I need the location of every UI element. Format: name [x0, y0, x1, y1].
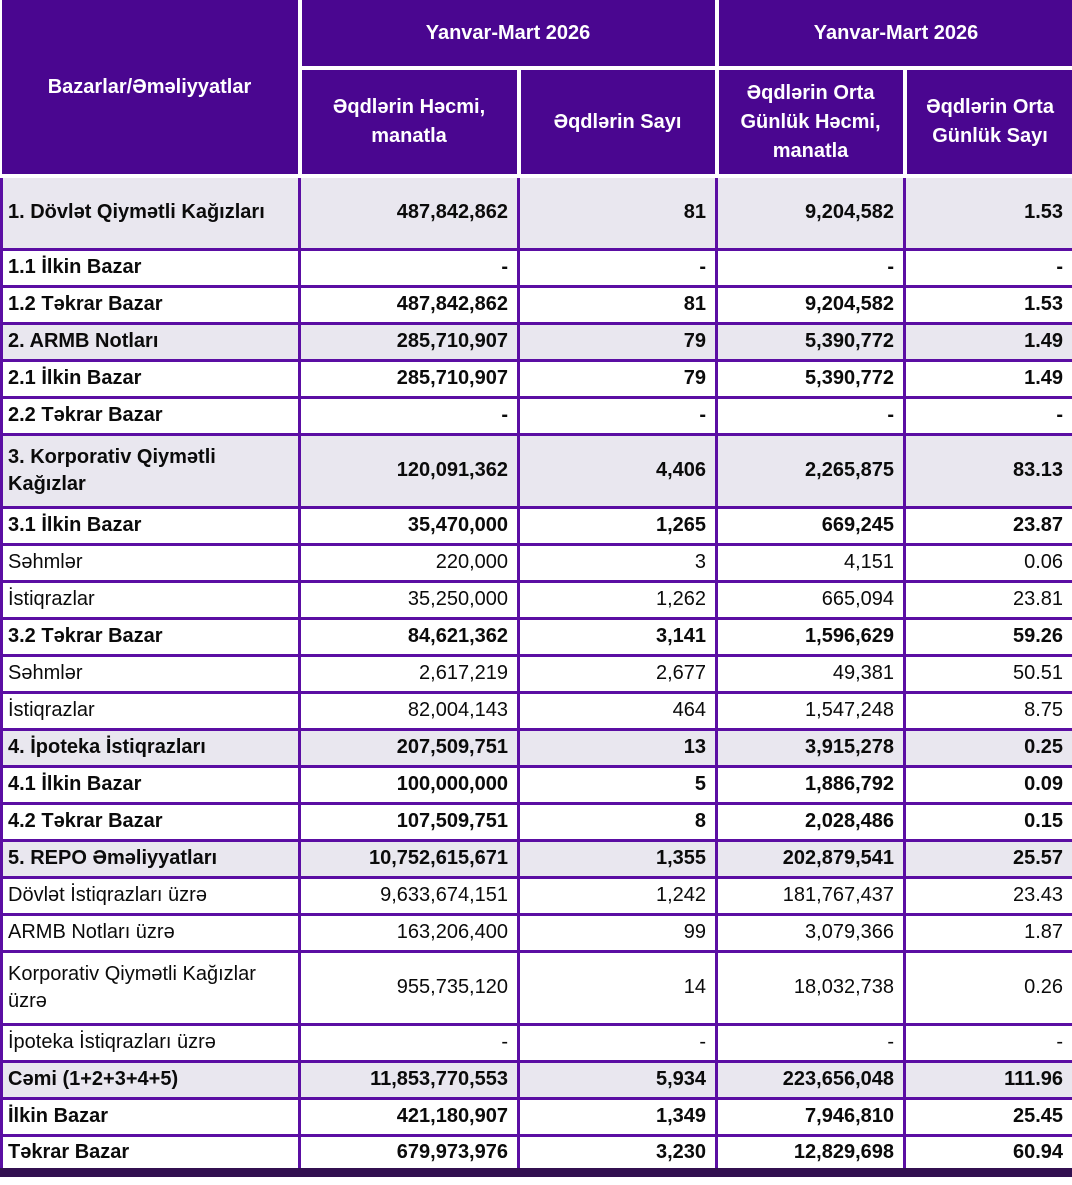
row-value: 25.45 [905, 1098, 1072, 1135]
row-value: 2,028,486 [717, 803, 905, 840]
column-header-avg-daily-count: Əqdlərin Orta Günlük Sayı [905, 68, 1072, 176]
row-value: 9,204,582 [717, 286, 905, 323]
row-value: 81 [519, 286, 717, 323]
row-value: 4,406 [519, 434, 717, 507]
table-row [2, 951, 1072, 1024]
row-value: 2,677 [519, 655, 717, 692]
row-value: 5,390,772 [717, 360, 905, 397]
row-value: 10,752,615,671 [300, 840, 519, 877]
row-value: 1,262 [519, 581, 717, 618]
row-value: 99 [519, 914, 717, 951]
row-value: 7,946,810 [717, 1098, 905, 1135]
column-header-markets-operations: Bazarlar/Əməliyyatlar [2, 0, 300, 176]
table-row [2, 544, 1072, 581]
row-value: 8 [519, 803, 717, 840]
column-header-avg-daily-volume: Əqdlərin Orta Günlük Həcmi, manatla [717, 68, 905, 176]
row-value: 111.96 [905, 1061, 1072, 1098]
row-value: 50.51 [905, 655, 1072, 692]
row-value: 83.13 [905, 434, 1072, 507]
row-value: 5,390,772 [717, 323, 905, 360]
row-value: 1,547,248 [717, 692, 905, 729]
row-value: - [519, 249, 717, 286]
table-row [2, 397, 1072, 434]
row-value: - [300, 1024, 519, 1061]
row-value: - [905, 397, 1072, 434]
table-header [2, 0, 1072, 176]
row-label: 3.2 Təkrar Bazar [2, 618, 300, 655]
row-value: 79 [519, 360, 717, 397]
row-value: 100,000,000 [300, 766, 519, 803]
row-value: 1,886,792 [717, 766, 905, 803]
row-value: 2,617,219 [300, 655, 519, 692]
row-label: İlkin Bazar [2, 1098, 300, 1135]
row-value: - [717, 397, 905, 434]
row-value: 285,710,907 [300, 323, 519, 360]
table-row [2, 655, 1072, 692]
column-header-deal-count: Əqdlərin Sayı [519, 68, 717, 176]
row-value: 5 [519, 766, 717, 803]
row-value: 5,934 [519, 1061, 717, 1098]
row-value: 13 [519, 729, 717, 766]
table-row [2, 434, 1072, 507]
row-label: Dövlət İstiqrazları üzrə [2, 877, 300, 914]
row-value: 220,000 [300, 544, 519, 581]
row-value: 0.26 [905, 951, 1072, 1024]
row-value: - [717, 1024, 905, 1061]
row-value: 669,245 [717, 507, 905, 544]
row-value: 120,091,362 [300, 434, 519, 507]
row-value: 3,079,366 [717, 914, 905, 951]
row-label: 5. REPO Əməliyyatları [2, 840, 300, 877]
row-label: Səhmlər [2, 655, 300, 692]
row-value: 0.06 [905, 544, 1072, 581]
row-label: 4. İpoteka İstiqrazları [2, 729, 300, 766]
row-label: Cəmi (1+2+3+4+5) [2, 1061, 300, 1098]
row-value: 23.87 [905, 507, 1072, 544]
row-value: 285,710,907 [300, 360, 519, 397]
table-row [2, 840, 1072, 877]
row-value: 59.26 [905, 618, 1072, 655]
row-value: 107,509,751 [300, 803, 519, 840]
row-value: 14 [519, 951, 717, 1024]
row-value: 955,735,120 [300, 951, 519, 1024]
row-value: 1.53 [905, 286, 1072, 323]
row-value: 8.75 [905, 692, 1072, 729]
row-value: 3,915,278 [717, 729, 905, 766]
row-label: Təkrar Bazar [2, 1135, 300, 1172]
row-value: 665,094 [717, 581, 905, 618]
row-value: 3,141 [519, 618, 717, 655]
row-value: 679,973,976 [300, 1135, 519, 1172]
row-value: 207,509,751 [300, 729, 519, 766]
row-value: 9,204,582 [717, 176, 905, 249]
row-label: 4.2 Təkrar Bazar [2, 803, 300, 840]
row-value: - [905, 1024, 1072, 1061]
row-value: - [717, 249, 905, 286]
row-value: 487,842,862 [300, 176, 519, 249]
row-value: 487,842,862 [300, 286, 519, 323]
row-value: 163,206,400 [300, 914, 519, 951]
period-header-volume-group: Yanvar-Mart 2026 [300, 0, 717, 68]
table-row [2, 1024, 1072, 1061]
row-value: 82,004,143 [300, 692, 519, 729]
row-value: 35,470,000 [300, 507, 519, 544]
row-value: 4,151 [717, 544, 905, 581]
row-value: 1,596,629 [717, 618, 905, 655]
row-value: 0.25 [905, 729, 1072, 766]
row-value: 0.09 [905, 766, 1072, 803]
row-label: 4.1 İlkin Bazar [2, 766, 300, 803]
table-row [2, 729, 1072, 766]
row-value: 1.53 [905, 176, 1072, 249]
table-row [2, 803, 1072, 840]
row-value: 81 [519, 176, 717, 249]
table-row [2, 176, 1072, 249]
row-label: İstiqrazlar [2, 692, 300, 729]
row-label: Səhmlər [2, 544, 300, 581]
table-row [2, 360, 1072, 397]
row-value: 23.43 [905, 877, 1072, 914]
row-value: 9,633,674,151 [300, 877, 519, 914]
row-label: 2.2 Təkrar Bazar [2, 397, 300, 434]
row-label: 1. Dövlət Qiymətli Kağızları [2, 176, 300, 249]
row-label: İpoteka İstiqrazları üzrə [2, 1024, 300, 1061]
table-body [2, 176, 1072, 1172]
row-value: 49,381 [717, 655, 905, 692]
row-value: 1,355 [519, 840, 717, 877]
row-value: 1,265 [519, 507, 717, 544]
row-value: 1,349 [519, 1098, 717, 1135]
table-row [2, 507, 1072, 544]
row-value: 79 [519, 323, 717, 360]
row-value: - [300, 397, 519, 434]
row-label: 2.1 İlkin Bazar [2, 360, 300, 397]
table-row [2, 286, 1072, 323]
row-value: - [300, 249, 519, 286]
table-row [2, 618, 1072, 655]
row-label: 2. ARMB Notları [2, 323, 300, 360]
row-value: 1,242 [519, 877, 717, 914]
row-value: 1.49 [905, 323, 1072, 360]
table-row [2, 323, 1072, 360]
table-row [2, 1098, 1072, 1135]
row-value: 1.49 [905, 360, 1072, 397]
row-value: 3,230 [519, 1135, 717, 1172]
row-value: - [519, 1024, 717, 1061]
table-row [2, 1061, 1072, 1098]
row-value: 11,853,770,553 [300, 1061, 519, 1098]
row-label: İstiqrazlar [2, 581, 300, 618]
row-value: 12,829,698 [717, 1135, 905, 1172]
row-label: Korporativ Qiymətli Kağızlar üzrə [2, 951, 300, 1024]
row-value: - [905, 249, 1072, 286]
row-value: - [519, 397, 717, 434]
row-label: 3.1 İlkin Bazar [2, 507, 300, 544]
row-value: 0.15 [905, 803, 1072, 840]
row-value: 18,032,738 [717, 951, 905, 1024]
table-row [2, 581, 1072, 618]
table-row [2, 877, 1072, 914]
row-value: 35,250,000 [300, 581, 519, 618]
row-value: 202,879,541 [717, 840, 905, 877]
row-value: 84,621,362 [300, 618, 519, 655]
period-header-daily-group: Yanvar-Mart 2026 [717, 0, 1072, 68]
table-row [2, 1135, 1072, 1172]
row-value: 25.57 [905, 840, 1072, 877]
row-value: 464 [519, 692, 717, 729]
row-value: 181,767,437 [717, 877, 905, 914]
row-label: 3. Korporativ Qiymətli Kağızlar [2, 434, 300, 507]
column-header-deal-volume: Əqdlərin Həcmi, manatla [300, 68, 519, 176]
row-label: 1.2 Təkrar Bazar [2, 286, 300, 323]
table-row [2, 914, 1072, 951]
row-value: 1.87 [905, 914, 1072, 951]
row-label: 1.1 İlkin Bazar [2, 249, 300, 286]
row-value: 223,656,048 [717, 1061, 905, 1098]
row-value: 2,265,875 [717, 434, 905, 507]
table-row [2, 692, 1072, 729]
row-value: 23.81 [905, 581, 1072, 618]
table-row [2, 249, 1072, 286]
row-value: 421,180,907 [300, 1098, 519, 1135]
row-label: ARMB Notları üzrə [2, 914, 300, 951]
row-value: 60.94 [905, 1135, 1072, 1172]
table-row [2, 766, 1072, 803]
row-value: 3 [519, 544, 717, 581]
